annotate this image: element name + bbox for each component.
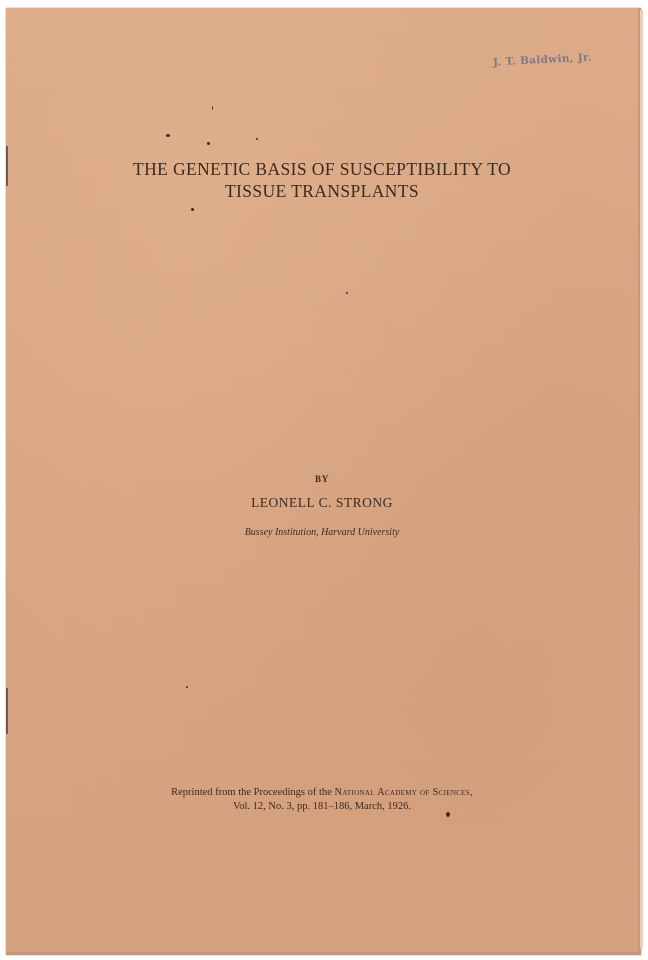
- title-line-2: TISSUE TRANSPLANTS: [224, 181, 420, 201]
- author-name: LEONELL C. STRONG: [251, 495, 393, 510]
- pamphlet-cover: [6, 8, 641, 955]
- staple-mark: [6, 146, 8, 186]
- paper-speck: [207, 142, 210, 145]
- author-affiliation: Bussey Institution, Harvard University: [244, 527, 400, 538]
- paper-speck: [256, 138, 258, 140]
- reprint-source-prefix: Reprinted from the Proceedings of the: [171, 787, 332, 798]
- reprint-line-2: Vol. 12, No. 3, pp. 181–186, March, 1926.: [232, 801, 411, 812]
- reprint-notice: [6, 786, 638, 814]
- reprint-academy-name: National Academy of Sciences,: [334, 787, 473, 798]
- reprint-line-1: [6, 786, 638, 800]
- owner-stamp: J. T. Baldwin, Jr.: [492, 51, 593, 69]
- paper-speck: [191, 208, 194, 211]
- paper-speck: [346, 292, 348, 294]
- paper-speck: [446, 812, 450, 817]
- paper-speck: [166, 134, 170, 137]
- paper-speck: [212, 106, 213, 110]
- staple-mark: [6, 688, 8, 734]
- title-line-1: THE GENETIC BASIS OF SUSCEPTIBILITY TO: [132, 159, 512, 179]
- paper-speck: [186, 686, 188, 688]
- document-title: [6, 158, 638, 202]
- by-label: BY: [314, 474, 330, 484]
